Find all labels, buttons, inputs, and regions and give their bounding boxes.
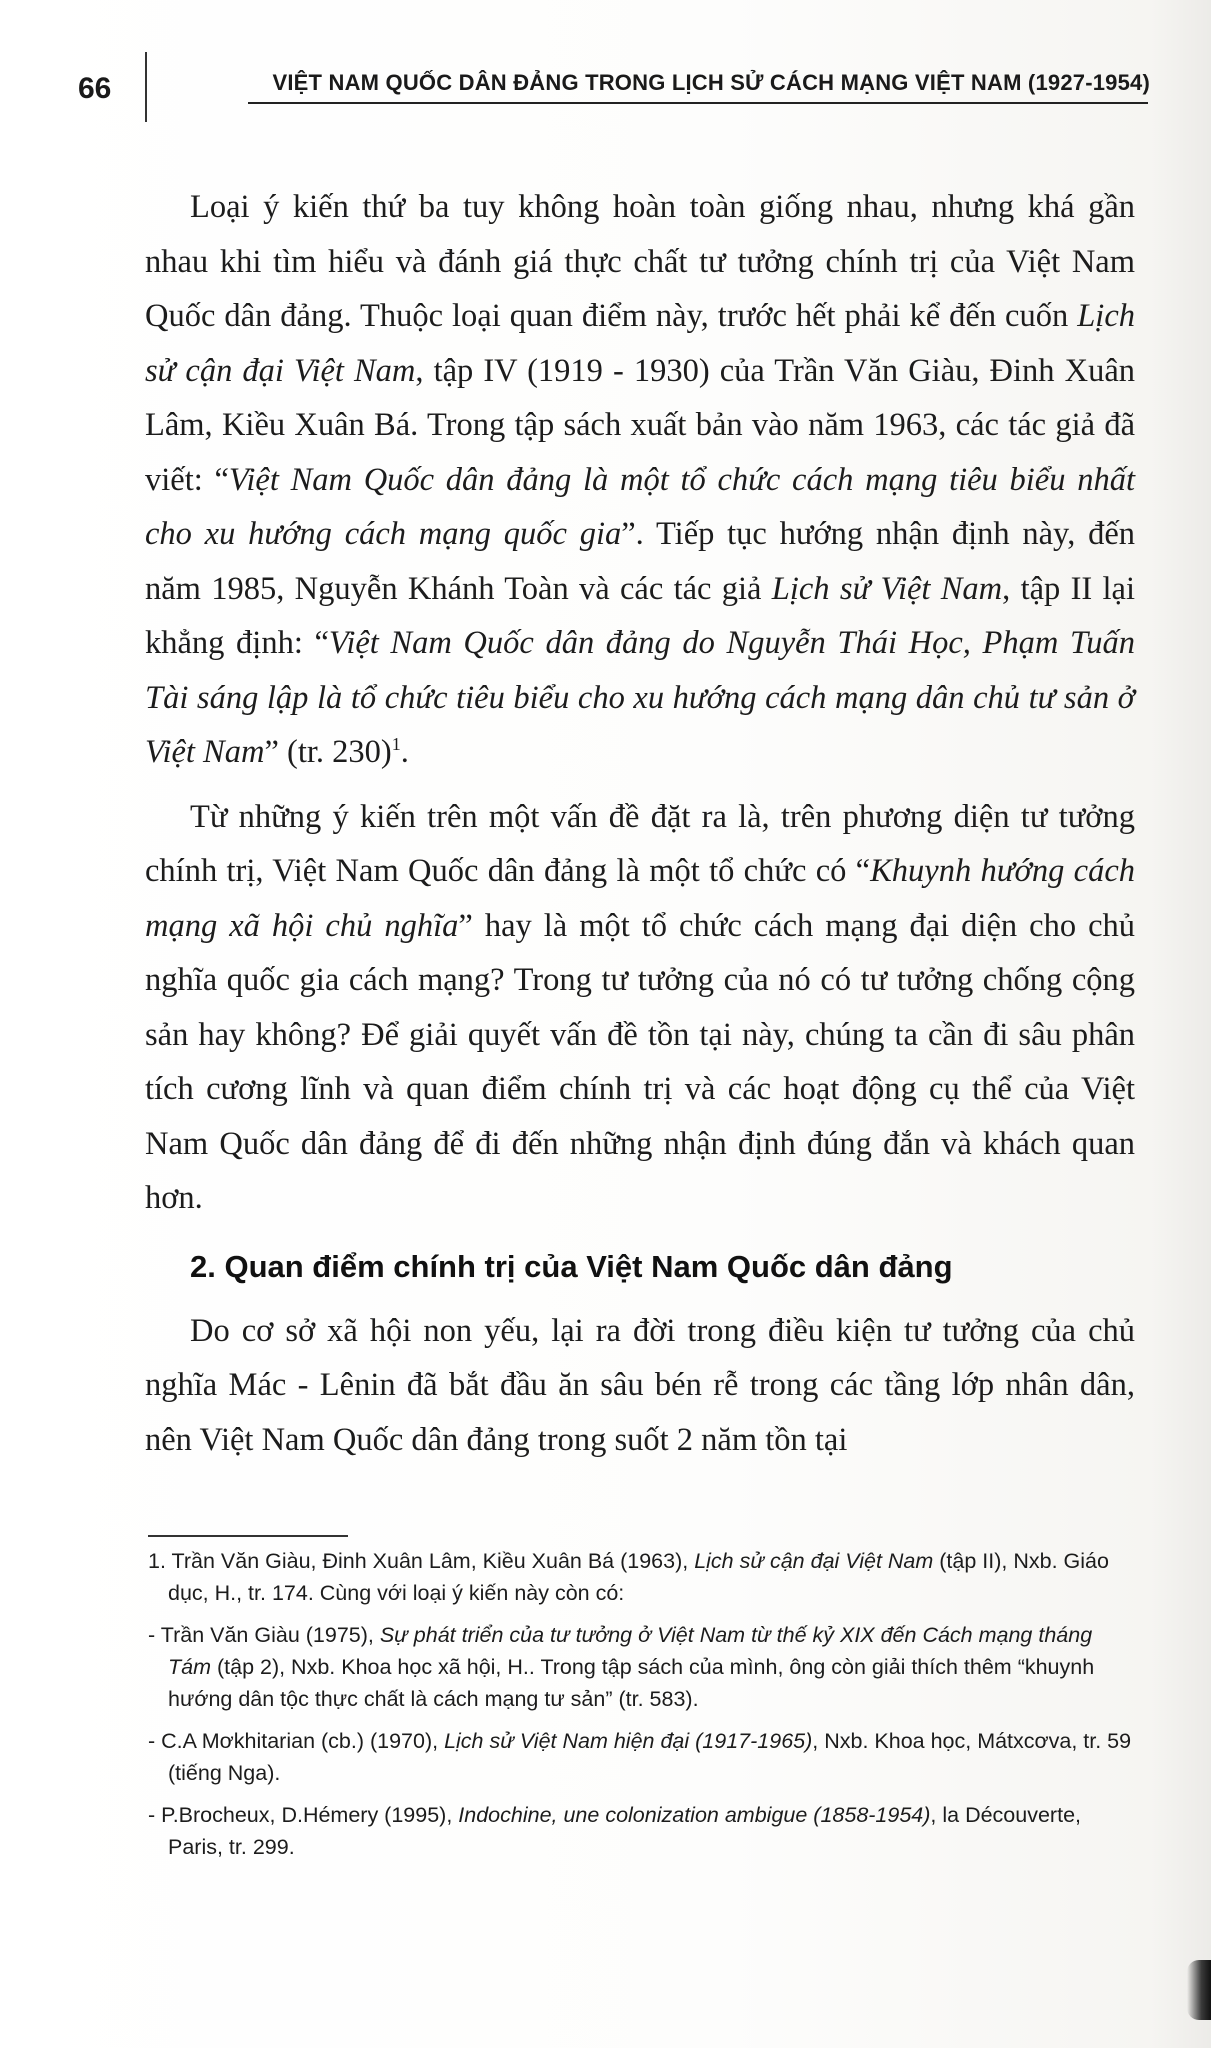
header-vertical-rule (145, 52, 147, 122)
text-span: - P.Brocheux, D.Hémery (1995), (148, 1803, 459, 1827)
quote-italic: Khuynh hướng cách mạng xã hội chủ nghĩa (145, 853, 1135, 944)
section-heading: 2. Quan điểm chính trị của Việt Nam Quốc dân đảng (190, 1248, 953, 1284)
paragraph-3: Do cơ sở xã hội non yếu, lại ra đời trong điều kiện tư tưởng của chủ nghĩa Mác - Lênin đã bắt đầu ăn sâu bén rễ trong các tầng lớp nhân dân, nên Việt Nam Quốc dân đảng trong suốt 2 năm tồn tại (145, 1312, 1135, 1458)
quote-italic: Việt Nam Quốc dân đảng là một tổ chức cách mạng tiêu biểu nhất cho xu hướng cách mạng quốc gia (145, 461, 1135, 552)
footnote-reference: 1 (391, 734, 401, 754)
paragraph-2 (145, 790, 1135, 1226)
quote-italic: Việt Nam Quốc dân đảng do Nguyễn Thái Học, Phạm Tuấn Tài sáng lập là tổ chức tiêu biểu cho xu hướng cách mạng dân chủ tư sản ở Việt Nam (145, 625, 1135, 770)
text-span: . (400, 734, 409, 770)
footnotes (148, 1545, 1133, 1873)
running-title: VIỆT NAM QUỐC DÂN ĐẢNG TRONG LỊCH SỬ CÁCH MẠNG VIỆT NAM (1927-1954) (272, 70, 1150, 95)
text-span: , tập II lại khẳng định: “ (145, 570, 1135, 661)
text-span: ”. Tiếp tục hướng nhận định này, đến năm 1985, Nguyễn Khánh Toàn và các tác giả (145, 516, 1136, 607)
text-span: 1. Trần Văn Giàu, Đinh Xuân Lâm, Kiều Xuân Bá (1963), (148, 1549, 695, 1573)
book-title-italic: Lịch sử Việt Nam (771, 570, 1003, 607)
text-span: (tập 2), Nxb. Khoa học xã hội, H.. Trong tập sách của mình, ông còn giải thích thêm “khuynh hướng dân tộc thực chất là cách mạng tư sản” (tr. 583). (168, 1655, 1095, 1711)
text-span: , Nxb. Khoa học, Mátxcơva, tr. 59 (tiếng Nga). (168, 1729, 1132, 1785)
footnote-1 (148, 1545, 1133, 1609)
text-span: - Trần Văn Giàu (1975), (148, 1623, 380, 1647)
book-title-italic: Indochine, une colonization ambigue (1858-1954) (458, 1803, 931, 1827)
paragraph-1 (145, 180, 1135, 780)
page-number: 66 (78, 72, 112, 105)
text-span: , tập IV (1919 - 1930) của Trần Văn Giàu, Đinh Xuân Lâm, Kiều Xuân Bá. Trong tập sách xuất bản vào năm 1963, các tác giả đã viết: “ (145, 352, 1135, 498)
text-span: - C.A Mơkhitarian (cb.) (1970), (148, 1729, 445, 1753)
text-span: , la Découverte, Paris, tr. 299. (168, 1803, 1081, 1859)
body-text (145, 180, 1135, 1467)
text-span: (tập II), Nxb. Giáo dục, H., tr. 174. Cùng với loại ý kiến này còn có: (168, 1549, 1109, 1605)
book-title-italic: Lịch sử cận đại Việt Nam (694, 1549, 934, 1573)
book-title-italic: Lịch sử cận đại Việt Nam (145, 298, 1135, 389)
text-span: Từ những ý kiến trên một vấn đề đặt ra là, trên phương diện tư tưởng chính trị, Việt Nam Quốc dân đảng là một tổ chức có “ (145, 798, 1135, 889)
text-span: Loại ý kiến thứ ba tuy không hoàn toàn giống nhau, nhưng khá gần nhau khi tìm hiểu và đánh giá thực chất tư tưởng chính trị của Việt Nam Quốc dân đảng. Thuộc loại quan điểm này, trước hết phải kể đến cuốn (145, 189, 1135, 334)
text-span: ” (tr. 230) (264, 734, 392, 770)
footnote-item (148, 1619, 1133, 1715)
footnote-item (148, 1799, 1133, 1863)
text-span: ” hay là một tổ chức cách mạng đại diện cho chủ nghĩa quốc gia cách mạng? Trong tư tưởng của nó có tư tưởng chống cộng sản hay không? Để giải quyết vấn đề tồn tại này, chúng ta cần đi sâu phân tích cương lĩnh và quan điểm chính trị và các hoạt động cụ thể của Việt Nam Quốc dân đảng để đi đến những nhận định đúng đắn và khách quan hơn. (145, 907, 1135, 1216)
footnote-item (148, 1725, 1133, 1789)
footnote-rule (148, 1535, 348, 1537)
page-edge-shadow (1187, 1960, 1211, 2020)
book-title-italic: Sự phát triển của tư tưởng ở Việt Nam từ thế kỷ XIX đến Cách mạng tháng Tám (168, 1623, 1093, 1679)
book-title-italic: Lịch sử Việt Nam hiện đại (1917-1965) (444, 1729, 813, 1753)
header-rule (248, 102, 1148, 104)
